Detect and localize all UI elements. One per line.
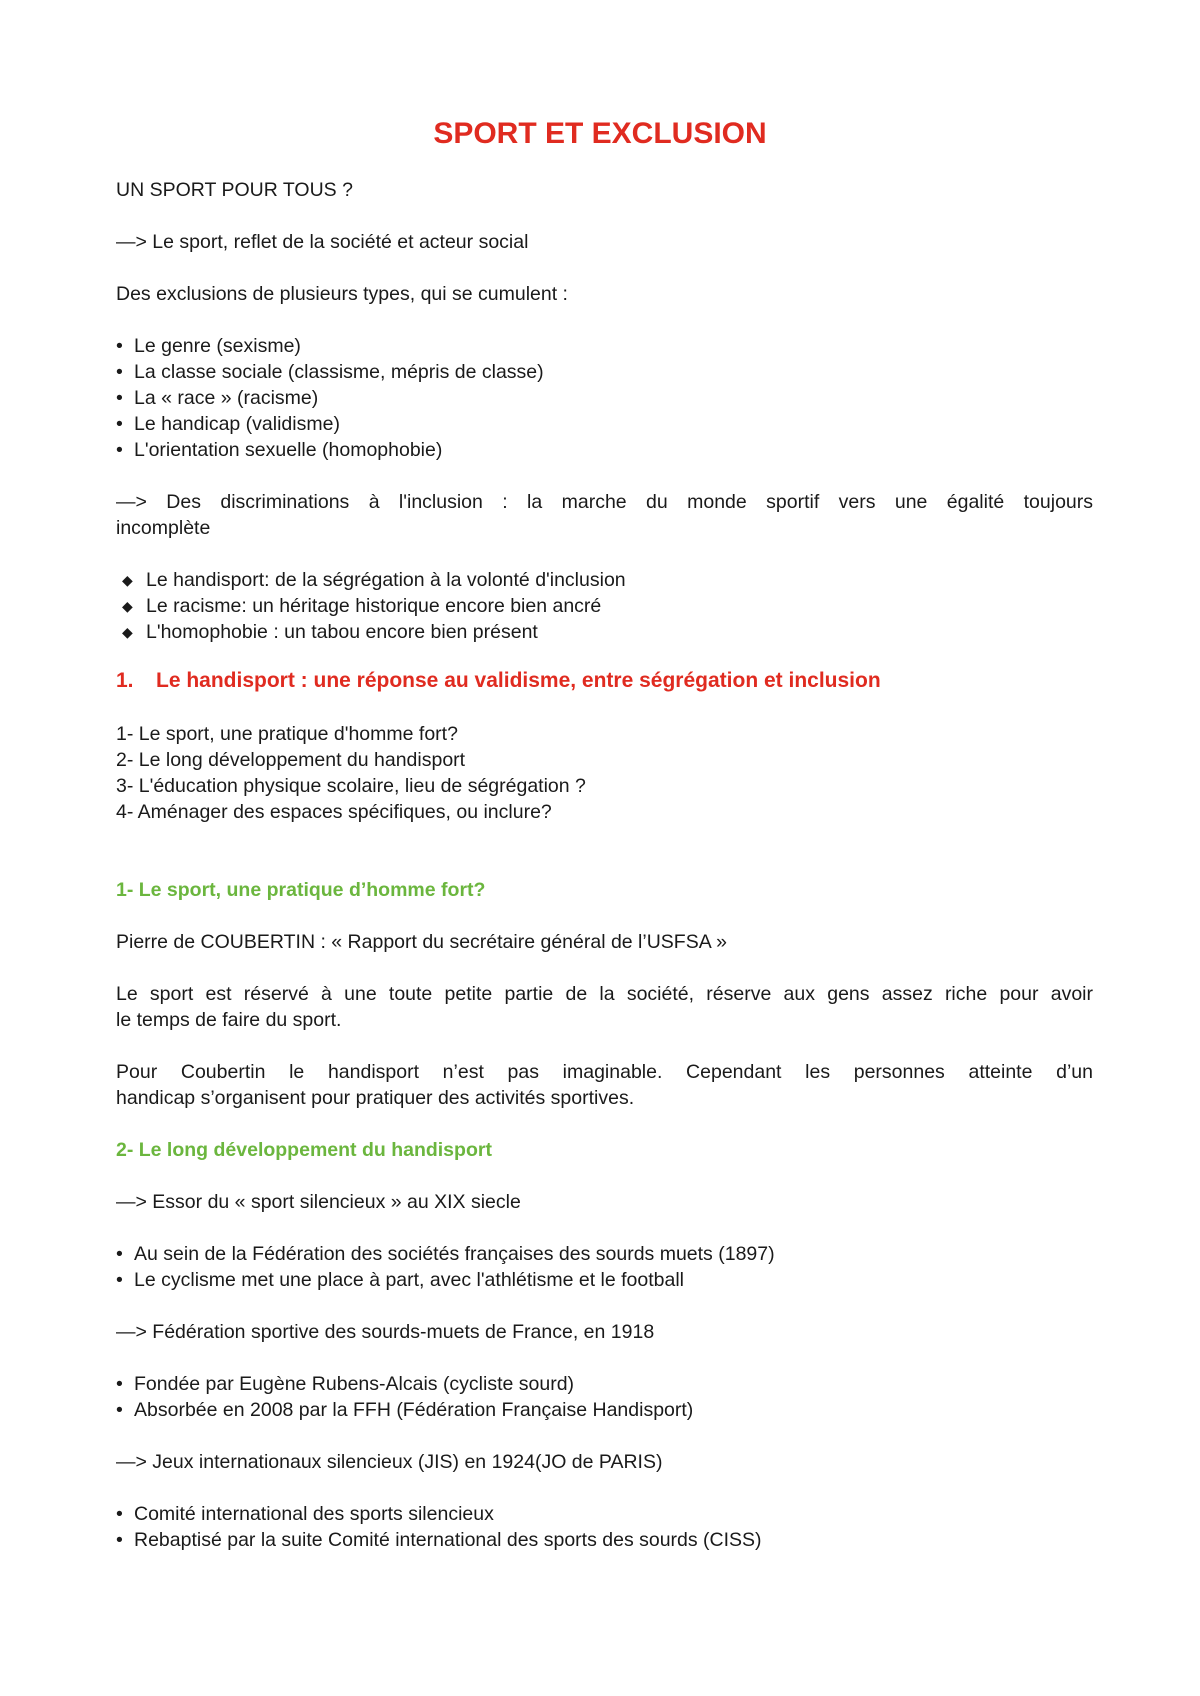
- exclusions-list: [116, 333, 1093, 463]
- subtitle: UN SPORT POUR TOUS ?: [116, 179, 353, 201]
- list-item: • Le cyclisme met une place à part, avec l'athlétisme et le football: [116, 1269, 684, 1291]
- list-item: • L'orientation sexuelle (homophobie): [116, 439, 443, 461]
- list-item: • Au sein de la Fédération des sociétés françaises des sourds muets (1897): [116, 1243, 775, 1265]
- discriminations-line-2: incomplète: [116, 517, 211, 539]
- outline-item: 3- L'éducation physique scolaire, lieu de ségrégation ?: [116, 775, 586, 797]
- arrow-line: —> Jeux internationaux silencieux (JIS) en 1924(JO de PARIS): [116, 1451, 663, 1473]
- sub2-list-3: [116, 1501, 1093, 1553]
- outline-item: 4- Aménager des espaces spécifiques, ou inclure?: [116, 801, 552, 823]
- outline-item: 1- Le sport, une pratique d'homme fort?: [116, 723, 458, 745]
- section-1-heading: [116, 667, 1093, 695]
- paragraph-2-line-1: Pour Coubertin le handisport n’est pas imaginable. Cependant les personnes atteinte d’un: [116, 1061, 1093, 1083]
- source-line: Pierre de COUBERTIN : « Rapport du secrétaire général de l’USFSA »: [116, 931, 727, 953]
- arrow-line: —> Fédération sportive des sourds-muets de France, en 1918: [116, 1321, 655, 1343]
- section-title: Le handisport : une réponse au validisme, entre ségrégation et inclusion: [156, 669, 881, 692]
- paragraph-1-line-1: Le sport est réservé à une toute petite partie de la société, réserve aux gens assez riche pour avoir: [116, 983, 1093, 1005]
- paragraph-2-line-2: handicap s’organisent pour pratiquer des activités sportives.: [116, 1087, 635, 1109]
- intro-arrow-line: —> Le sport, reflet de la société et acteur social: [116, 231, 529, 253]
- paragraph-1-line-2: le temps de faire du sport.: [116, 1009, 342, 1031]
- arrow-line: —> Essor du « sport silencieux » au XIX siecle: [116, 1191, 521, 1213]
- discriminations-line-1: —> Des discriminations à l'inclusion : la marche du monde sportif vers une égalité toujours: [116, 491, 1093, 513]
- outline-item: 2- Le long développement du handisport: [116, 749, 466, 771]
- sub2-list-1: [116, 1241, 1093, 1293]
- list-item: ◆ L'homophobie : un tabou encore bien présent: [122, 621, 538, 643]
- list-item: • Le handicap (validisme): [116, 413, 340, 435]
- document-body: [116, 177, 1093, 1553]
- subsection-2-heading: 2- Le long développement du handisport: [116, 1139, 492, 1161]
- document-title: SPORT ET EXCLUSION: [433, 117, 767, 150]
- list-item: • Rebaptisé par la suite Comité international des sports des sourds (CISS): [116, 1529, 762, 1551]
- list-item: ◆ Le racisme: un héritage historique encore bien ancré: [122, 595, 602, 617]
- list-item: • Fondée par Eugène Rubens-Alcais (cycliste sourd): [116, 1373, 575, 1395]
- list-item: • La classe sociale (classisme, mépris de classe): [116, 361, 544, 383]
- section-number: 1.: [116, 669, 134, 692]
- themes-list: [116, 567, 1093, 645]
- list-item: • Absorbée en 2008 par la FFH (Fédération Française Handisport): [116, 1399, 694, 1421]
- exclusions-intro: Des exclusions de plusieurs types, qui se cumulent :: [116, 283, 568, 305]
- list-item: • Comité international des sports silencieux: [116, 1503, 494, 1525]
- list-item: ◆ Le handisport: de la ségrégation à la volonté d'inclusion: [122, 569, 626, 591]
- sub2-list-2: [116, 1371, 1093, 1423]
- list-item: • Le genre (sexisme): [116, 335, 301, 357]
- subsection-1-heading: 1- Le sport, une pratique d’homme fort?: [116, 879, 486, 901]
- list-item: • La « race » (racisme): [116, 387, 319, 409]
